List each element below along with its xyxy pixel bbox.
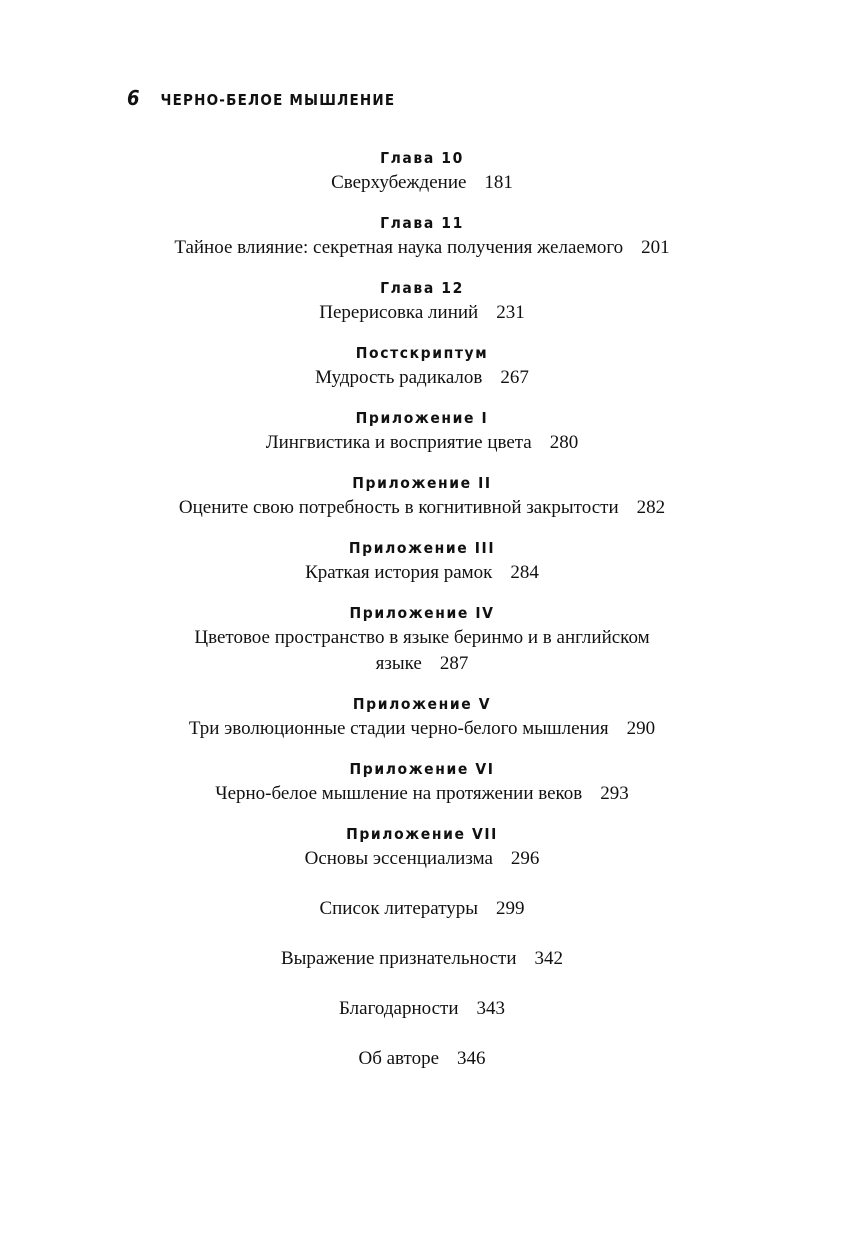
toc-entry[interactable] xyxy=(0,276,844,326)
toc-entry[interactable] xyxy=(0,146,844,196)
toc-entry-title: Тайное влияние: секретная наука получения желаемого xyxy=(174,237,624,258)
toc-entry-page: 181 xyxy=(484,172,513,193)
toc-entry-label: Приложение VI xyxy=(349,760,495,778)
toc-entry-label: Приложение III xyxy=(348,539,496,557)
toc-entry[interactable] xyxy=(0,946,844,972)
toc-entry-title-continued: языке xyxy=(375,653,422,674)
toc-entry-page: 296 xyxy=(510,848,540,869)
book-title: ЧЕРНО-БЕЛОЕ МЫШЛЕНИЕ xyxy=(160,91,396,109)
toc-entry-page: 293 xyxy=(600,783,629,804)
toc-entry-title: Основы эссенциализма xyxy=(304,848,493,869)
toc-entry-title: Оцените свою потребность в когнитивной закрытости xyxy=(178,497,619,518)
toc-entry[interactable] xyxy=(0,536,844,586)
toc-entry-label: Приложение II xyxy=(352,474,492,492)
toc-entry-page: 343 xyxy=(476,998,505,1019)
toc-entry-label: Приложение I xyxy=(355,409,489,427)
toc-entry-label: Глава 12 xyxy=(380,279,464,297)
toc-entry-page: 280 xyxy=(549,432,579,453)
toc-entry-title: Мудрость радикалов xyxy=(315,367,483,388)
running-head xyxy=(127,86,395,110)
toc-entry[interactable] xyxy=(0,692,844,742)
toc-entry[interactable] xyxy=(0,896,844,922)
toc-entry[interactable] xyxy=(0,757,844,807)
toc-entry-page: 290 xyxy=(626,718,656,739)
toc-entry-label: Приложение IV xyxy=(349,604,495,622)
toc-entry[interactable] xyxy=(0,996,844,1022)
toc-entry-title: Об авторе xyxy=(358,1048,440,1069)
toc-entry-label: Постскриптум xyxy=(355,344,489,362)
toc-entry[interactable] xyxy=(0,471,844,521)
table-of-contents xyxy=(0,146,844,1072)
toc-entry-page: 267 xyxy=(500,367,529,388)
toc-entry-page: 282 xyxy=(636,497,666,518)
toc-entry-title: Лингвистика и восприятие цвета xyxy=(265,432,532,453)
toc-entry[interactable] xyxy=(0,601,844,677)
toc-entry-title: Цветовое пространство в языке беринмо и в английском xyxy=(194,627,650,648)
toc-entry-title: Перерисовка линий xyxy=(319,302,479,323)
toc-entry[interactable] xyxy=(0,1046,844,1072)
toc-entry-page: 231 xyxy=(496,302,525,323)
toc-entry-label: Глава 10 xyxy=(380,149,464,167)
toc-entry-label: Приложение V xyxy=(352,695,492,713)
toc-entry-title: Три эволюционные стадии черно-белого мышления xyxy=(188,718,609,739)
toc-entry[interactable] xyxy=(0,211,844,261)
page-number: 6 xyxy=(127,86,141,110)
toc-entry-label: Глава 11 xyxy=(380,214,464,232)
toc-entry-title: Черно-белое мышление на протяжении веков xyxy=(215,783,583,804)
toc-entry[interactable] xyxy=(0,341,844,391)
toc-entry-title: Список литературы xyxy=(319,898,479,919)
toc-entry-title: Сверхубеждение xyxy=(331,172,467,193)
toc-entry-page: 201 xyxy=(641,237,670,258)
toc-entry-title: Краткая история рамок xyxy=(305,562,493,583)
toc-entry-label: Приложение VII xyxy=(346,825,498,843)
toc-entry-title: Благодарности xyxy=(339,998,459,1019)
toc-entry-page: 287 xyxy=(439,653,469,674)
toc-entry-page: 284 xyxy=(510,562,539,583)
toc-entry-page: 299 xyxy=(496,898,525,919)
toc-entry-page: 342 xyxy=(534,948,564,969)
toc-entry-title: Выражение признательности xyxy=(280,948,517,969)
toc-entry[interactable] xyxy=(0,822,844,872)
toc-entry-page: 346 xyxy=(457,1048,486,1069)
toc-entry[interactable] xyxy=(0,406,844,456)
